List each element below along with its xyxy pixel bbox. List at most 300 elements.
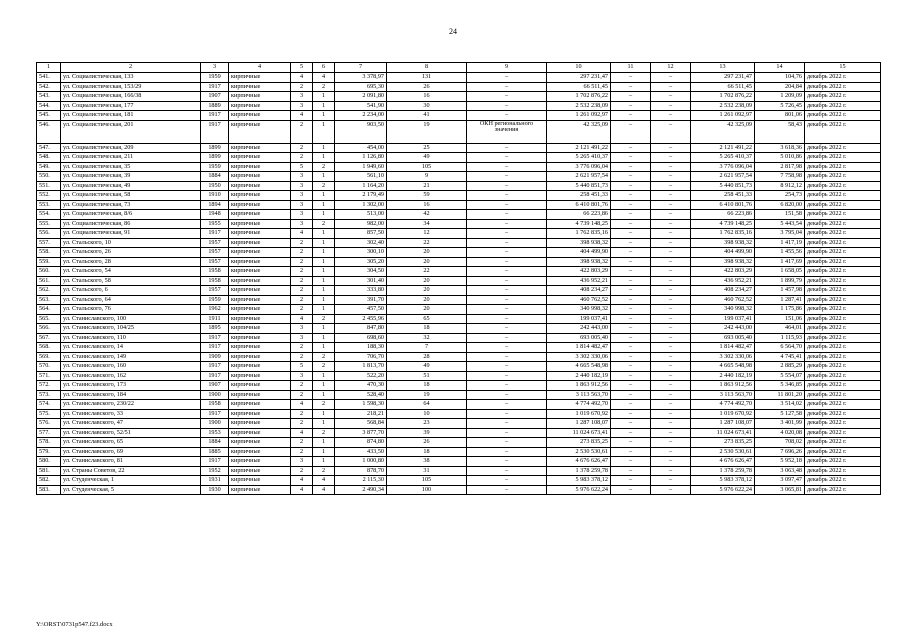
cell-cost-col-11: – [611, 428, 651, 438]
cell-deadline: декабрь 2022 г. [805, 485, 881, 495]
cell-year: 1894 [201, 200, 229, 210]
table-row [37, 200, 881, 210]
cell-area: 1 164,20 [335, 181, 387, 191]
cell-entrances: 1 [313, 92, 335, 102]
cell-year: 1909 [201, 352, 229, 362]
cell-floors: 2 [291, 286, 313, 296]
cell-year: 1910 [201, 191, 229, 201]
column-number-cell: 11 [611, 63, 651, 73]
cell-residents: 20 [387, 248, 467, 258]
cell-floors: 4 [291, 229, 313, 239]
cell-cost-col-11: – [611, 238, 651, 248]
cell-unit-cost: 1 417,69 [755, 257, 805, 267]
cell-wall-material: кирпичные [229, 438, 291, 448]
cell-cost-total: 273 835,25 [547, 438, 611, 448]
footer-file-path: Y:\ORST\0731p547.f23.docx [36, 621, 113, 628]
cell-cost-col-13: 273 835,25 [691, 438, 755, 448]
cell-unit-cost: 3 618,36 [755, 143, 805, 153]
cell-cost-col-11: – [611, 172, 651, 182]
cell-row-number: 543. [37, 92, 61, 102]
cell-cost-col-11: – [611, 267, 651, 277]
cell-cost-col-13: 1 019 670,92 [691, 409, 755, 419]
cell-cost-total: 5 440 851,73 [547, 181, 611, 191]
cell-unit-cost: 3 065,81 [755, 485, 805, 495]
cell-year: 1959 [201, 73, 229, 83]
table-row [37, 400, 881, 410]
cell-status: – [467, 409, 547, 419]
cell-entrances: 1 [313, 191, 335, 201]
cell-area: 457,50 [335, 305, 387, 315]
cell-residents: 26 [387, 438, 467, 448]
cell-unit-cost: 3 401,99 [755, 419, 805, 429]
cell-cost-total: 297 231,47 [547, 73, 611, 83]
cell-status: – [467, 419, 547, 429]
cell-cost-col-11: – [611, 101, 651, 111]
cell-floors: 3 [291, 172, 313, 182]
column-number-cell: 2 [61, 63, 201, 73]
column-number-cell: 15 [805, 63, 881, 73]
cell-cost-col-11: – [611, 362, 651, 372]
cell-wall-material: кирпичные [229, 267, 291, 277]
cell-cost-col-13: 2 621 957,54 [691, 172, 755, 182]
cell-row-number: 561. [37, 276, 61, 286]
cell-area: 305,20 [335, 257, 387, 267]
cell-residents: 16 [387, 200, 467, 210]
cell-cost-total: 3 302 330,06 [547, 352, 611, 362]
cell-cost-col-12: – [651, 172, 691, 182]
cell-area: 528,40 [335, 390, 387, 400]
cell-entrances: 2 [313, 362, 335, 372]
table-row [37, 111, 881, 121]
cell-floors: 2 [291, 466, 313, 476]
cell-cost-col-11: – [611, 276, 651, 286]
cell-cost-col-12: – [651, 143, 691, 153]
cell-status: – [467, 485, 547, 495]
cell-wall-material: кирпичные [229, 101, 291, 111]
cell-unit-cost: 1 658,05 [755, 267, 805, 277]
cell-unit-cost: 5 726,45 [755, 101, 805, 111]
cell-cost-col-11: – [611, 390, 651, 400]
cell-address: ул. Социалистическая, 166/38 [61, 92, 201, 102]
cell-unit-cost: 11 801,20 [755, 390, 805, 400]
cell-year: 1917 [201, 362, 229, 372]
cell-row-number: 564. [37, 305, 61, 315]
cell-cost-col-12: – [651, 381, 691, 391]
cell-entrances: 1 [313, 120, 335, 143]
cell-unit-cost: 1 457,98 [755, 286, 805, 296]
cell-cost-total: 242 443,00 [547, 324, 611, 334]
cell-year: 1907 [201, 381, 229, 391]
table-row [37, 305, 881, 315]
cell-address: ул. Социалистическая, 73 [61, 200, 201, 210]
cell-status: – [467, 82, 547, 92]
cell-cost-col-11: – [611, 153, 651, 163]
cell-status: – [467, 191, 547, 201]
cell-address: ул. Станиславского, 69 [61, 447, 201, 457]
cell-cost-col-12: – [651, 409, 691, 419]
cell-row-number: 574. [37, 400, 61, 410]
cell-year: 1957 [201, 257, 229, 267]
cell-wall-material: кирпичные [229, 82, 291, 92]
cell-wall-material: кирпичные [229, 447, 291, 457]
cell-cost-col-11: – [611, 286, 651, 296]
cell-status: – [467, 381, 547, 391]
cell-cost-col-11: – [611, 371, 651, 381]
cell-row-number: 541. [37, 73, 61, 83]
column-number-cell: 6 [313, 63, 335, 73]
cell-status: – [467, 267, 547, 277]
cell-unit-cost: 1 899,79 [755, 276, 805, 286]
cell-entrances: 2 [313, 219, 335, 229]
cell-row-number: 569. [37, 352, 61, 362]
cell-cost-col-13: 2 440 182,19 [691, 371, 755, 381]
table-row [37, 390, 881, 400]
cell-deadline: декабрь 2022 г. [805, 381, 881, 391]
cell-cost-total: 1 762 835,16 [547, 229, 611, 239]
cell-entrances: 1 [313, 210, 335, 220]
cell-floors: 2 [291, 352, 313, 362]
cell-area: 1 813,70 [335, 362, 387, 372]
cell-cost-total: 3 113 563,70 [547, 390, 611, 400]
cell-cost-col-12: – [651, 267, 691, 277]
cell-address: ул. Стальского, 28 [61, 257, 201, 267]
cell-entrances: 2 [313, 181, 335, 191]
cell-floors: 2 [291, 409, 313, 419]
cell-unit-cost: 464,01 [755, 324, 805, 334]
cell-deadline: декабрь 2022 г. [805, 428, 881, 438]
cell-deadline: декабрь 2022 г. [805, 390, 881, 400]
cell-address: ул. Социалистическая, 201 [61, 120, 201, 143]
cell-residents: 64 [387, 400, 467, 410]
cell-row-number: 566. [37, 324, 61, 334]
cell-floors: 4 [291, 485, 313, 495]
cell-entrances: 1 [313, 229, 335, 239]
cell-cost-total: 66 511,45 [547, 82, 611, 92]
cell-year: 1917 [201, 371, 229, 381]
cell-row-number: 573. [37, 390, 61, 400]
cell-row-number: 567. [37, 333, 61, 343]
cell-floors: 3 [291, 324, 313, 334]
cell-row-number: 553. [37, 200, 61, 210]
cell-wall-material: кирпичные [229, 333, 291, 343]
cell-wall-material: кирпичные [229, 219, 291, 229]
cell-cost-col-13: 5 976 622,24 [691, 485, 755, 495]
cell-area: 522,20 [335, 371, 387, 381]
cell-floors: 2 [291, 276, 313, 286]
cell-deadline: декабрь 2022 г. [805, 111, 881, 121]
cell-year: 1962 [201, 305, 229, 315]
housing-registry-table [36, 62, 881, 495]
cell-deadline: декабрь 2022 г. [805, 419, 881, 429]
cell-status: – [467, 400, 547, 410]
cell-cost-col-12: – [651, 419, 691, 429]
cell-deadline: декабрь 2022 г. [805, 73, 881, 83]
cell-row-number: 571. [37, 371, 61, 381]
cell-area: 391,70 [335, 295, 387, 305]
cell-address: ул. Станиславского, 33 [61, 409, 201, 419]
cell-residents: 65 [387, 314, 467, 324]
cell-cost-col-13: 1 702 876,22 [691, 92, 755, 102]
cell-area: 2 234,00 [335, 111, 387, 121]
column-number-cell: 4 [229, 63, 291, 73]
cell-row-number: 578. [37, 438, 61, 448]
cell-cost-col-13: 5 983 378,12 [691, 476, 755, 486]
cell-entrances: 1 [313, 381, 335, 391]
cell-cost-col-12: – [651, 314, 691, 324]
cell-year: 1917 [201, 409, 229, 419]
cell-row-number: 575. [37, 409, 61, 419]
cell-entrances: 1 [313, 457, 335, 467]
cell-entrances: 1 [313, 371, 335, 381]
cell-entrances: 1 [313, 257, 335, 267]
cell-floors: 2 [291, 82, 313, 92]
cell-cost-col-12: – [651, 181, 691, 191]
cell-year: 1899 [201, 143, 229, 153]
cell-cost-col-11: – [611, 400, 651, 410]
table-row [37, 381, 881, 391]
cell-residents: 105 [387, 162, 467, 172]
cell-residents: 39 [387, 428, 467, 438]
cell-cost-col-11: – [611, 447, 651, 457]
cell-status: – [467, 92, 547, 102]
cell-deadline: декабрь 2022 г. [805, 343, 881, 353]
column-number-cell: 10 [547, 63, 611, 73]
cell-wall-material: кирпичные [229, 92, 291, 102]
cell-address: ул. Стальского, 6 [61, 286, 201, 296]
table-row [37, 73, 881, 83]
table-row [37, 172, 881, 182]
cell-wall-material: кирпичные [229, 248, 291, 258]
cell-year: 1953 [201, 428, 229, 438]
cell-cost-col-13: 2 532 238,09 [691, 101, 755, 111]
cell-deadline: декабрь 2022 г. [805, 143, 881, 153]
cell-entrances: 1 [313, 153, 335, 163]
cell-residents: 18 [387, 381, 467, 391]
cell-cost-col-11: – [611, 82, 651, 92]
cell-wall-material: кирпичные [229, 343, 291, 353]
cell-address: ул. Социалистическая, 8/6 [61, 210, 201, 220]
cell-status: – [467, 162, 547, 172]
cell-unit-cost: 3 795,04 [755, 229, 805, 239]
cell-wall-material: кирпичные [229, 457, 291, 467]
cell-wall-material: кирпичные [229, 381, 291, 391]
table-row [37, 276, 881, 286]
cell-row-number: 565. [37, 314, 61, 324]
cell-entrances: 2 [313, 162, 335, 172]
column-number-cell: 13 [691, 63, 755, 73]
cell-status: – [467, 286, 547, 296]
cell-residents: 18 [387, 324, 467, 334]
cell-deadline: декабрь 2022 г. [805, 333, 881, 343]
cell-area: 333,80 [335, 286, 387, 296]
cell-cost-total: 66 223,86 [547, 210, 611, 220]
cell-cost-total: 2 121 491,22 [547, 143, 611, 153]
cell-cost-col-11: – [611, 200, 651, 210]
table-row [37, 438, 881, 448]
cell-residents: 51 [387, 371, 467, 381]
column-number-cell: 12 [651, 63, 691, 73]
table-row [37, 428, 881, 438]
cell-residents: 10 [387, 409, 467, 419]
cell-row-number: 568. [37, 343, 61, 353]
cell-cost-total: 5 976 622,24 [547, 485, 611, 495]
cell-row-number: 544. [37, 101, 61, 111]
cell-area: 1 302,00 [335, 200, 387, 210]
table-row [37, 362, 881, 372]
cell-unit-cost: 1 455,56 [755, 248, 805, 258]
cell-residents: 26 [387, 82, 467, 92]
cell-deadline: декабрь 2022 г. [805, 172, 881, 182]
cell-floors: 2 [291, 343, 313, 353]
cell-year: 1917 [201, 457, 229, 467]
cell-cost-total: 42 325,09 [547, 120, 611, 143]
cell-cost-total: 1 019 670,92 [547, 409, 611, 419]
cell-row-number: 580. [37, 457, 61, 467]
cell-year: 1917 [201, 111, 229, 121]
cell-area: 301,40 [335, 276, 387, 286]
cell-entrances: 1 [313, 286, 335, 296]
cell-cost-total: 408 234,27 [547, 286, 611, 296]
cell-entrances: 1 [313, 447, 335, 457]
cell-area: 218,21 [335, 409, 387, 419]
cell-wall-material: кирпичные [229, 143, 291, 153]
cell-residents: 19 [387, 390, 467, 400]
cell-status: – [467, 457, 547, 467]
cell-status: – [467, 324, 547, 334]
cell-cost-col-11: – [611, 210, 651, 220]
cell-floors: 3 [291, 371, 313, 381]
cell-floors: 3 [291, 191, 313, 201]
cell-cost-col-11: – [611, 324, 651, 334]
cell-cost-col-13: 693 005,40 [691, 333, 755, 343]
cell-status: – [467, 352, 547, 362]
cell-entrances: 1 [313, 143, 335, 153]
cell-year: 1959 [201, 295, 229, 305]
cell-unit-cost: 6 820,00 [755, 200, 805, 210]
cell-residents: 20 [387, 286, 467, 296]
cell-floors: 2 [291, 143, 313, 153]
cell-cost-col-12: – [651, 466, 691, 476]
cell-row-number: 579. [37, 447, 61, 457]
cell-wall-material: кирпичные [229, 181, 291, 191]
cell-deadline: декабрь 2022 г. [805, 400, 881, 410]
cell-unit-cost: 151,06 [755, 314, 805, 324]
cell-entrances: 2 [313, 352, 335, 362]
cell-cost-col-12: – [651, 92, 691, 102]
cell-cost-col-11: – [611, 314, 651, 324]
cell-status: – [467, 390, 547, 400]
cell-floors: 3 [291, 457, 313, 467]
cell-row-number: 551. [37, 181, 61, 191]
cell-residents: 31 [387, 466, 467, 476]
cell-year: 1948 [201, 210, 229, 220]
cell-cost-col-11: – [611, 485, 651, 495]
cell-status: – [467, 466, 547, 476]
table-row [37, 219, 881, 229]
cell-unit-cost: 104,76 [755, 73, 805, 83]
cell-residents: 59 [387, 191, 467, 201]
cell-deadline: декабрь 2022 г. [805, 457, 881, 467]
table-row [37, 371, 881, 381]
cell-unit-cost: 5 554,07 [755, 371, 805, 381]
table-row [37, 476, 881, 486]
cell-residents: 22 [387, 238, 467, 248]
cell-floors: 2 [291, 120, 313, 143]
cell-unit-cost: 6 564,70 [755, 343, 805, 353]
cell-year: 1917 [201, 229, 229, 239]
table-row [37, 153, 881, 163]
cell-floors: 2 [291, 390, 313, 400]
cell-wall-material: кирпичные [229, 295, 291, 305]
cell-area: 1 126,80 [335, 153, 387, 163]
cell-cost-col-13: 242 443,00 [691, 324, 755, 334]
cell-wall-material: кирпичные [229, 229, 291, 239]
table-row [37, 457, 881, 467]
cell-unit-cost: 58,43 [755, 120, 805, 143]
cell-wall-material: кирпичные [229, 162, 291, 172]
cell-status: – [467, 371, 547, 381]
cell-deadline: декабрь 2022 г. [805, 362, 881, 372]
cell-floors: 2 [291, 305, 313, 315]
cell-area: 874,80 [335, 438, 387, 448]
cell-cost-col-13: 408 234,27 [691, 286, 755, 296]
cell-status: – [467, 428, 547, 438]
column-number-cell: 3 [201, 63, 229, 73]
cell-deadline: декабрь 2022 г. [805, 466, 881, 476]
cell-wall-material: кирпичные [229, 200, 291, 210]
cell-address: ул. Социалистическая, 58 [61, 191, 201, 201]
cell-status: – [467, 276, 547, 286]
cell-year: 1952 [201, 466, 229, 476]
cell-unit-cost: 8 912,12 [755, 181, 805, 191]
cell-floors: 3 [291, 181, 313, 191]
cell-cost-total: 6 410 801,76 [547, 200, 611, 210]
table-row [37, 229, 881, 239]
cell-cost-col-11: – [611, 352, 651, 362]
cell-status: – [467, 295, 547, 305]
cell-cost-total: 398 938,32 [547, 257, 611, 267]
cell-status: – [467, 229, 547, 239]
cell-unit-cost: 204,84 [755, 82, 805, 92]
cell-address: ул. Станиславского, 104/25 [61, 324, 201, 334]
cell-cost-col-13: 42 325,09 [691, 120, 755, 143]
cell-unit-cost: 151,58 [755, 210, 805, 220]
cell-cost-col-13: 5 440 851,73 [691, 181, 755, 191]
cell-deadline: декабрь 2022 г. [805, 438, 881, 448]
cell-floors: 2 [291, 447, 313, 457]
cell-area: 304,50 [335, 267, 387, 277]
cell-row-number: 558. [37, 248, 61, 258]
cell-year: 1885 [201, 447, 229, 457]
table-row [37, 92, 881, 102]
cell-address: ул. Социалистическая, 153/29 [61, 82, 201, 92]
cell-address: ул. Социалистическая, 35 [61, 162, 201, 172]
cell-status: – [467, 257, 547, 267]
cell-unit-cost: 7 696,26 [755, 447, 805, 457]
cell-deadline: декабрь 2022 г. [805, 153, 881, 163]
cell-unit-cost: 4 020,08 [755, 428, 805, 438]
cell-cost-total: 436 952,21 [547, 276, 611, 286]
cell-address: ул. Станиславского, 162 [61, 371, 201, 381]
cell-year: 1957 [201, 238, 229, 248]
cell-address: ул. Станиславского, 149 [61, 352, 201, 362]
cell-deadline: декабрь 2022 г. [805, 295, 881, 305]
table-row [37, 101, 881, 111]
cell-cost-col-13: 1 378 259,78 [691, 466, 755, 476]
cell-year: 1889 [201, 101, 229, 111]
cell-year: 1899 [201, 153, 229, 163]
cell-cost-total: 1 261 092,97 [547, 111, 611, 121]
